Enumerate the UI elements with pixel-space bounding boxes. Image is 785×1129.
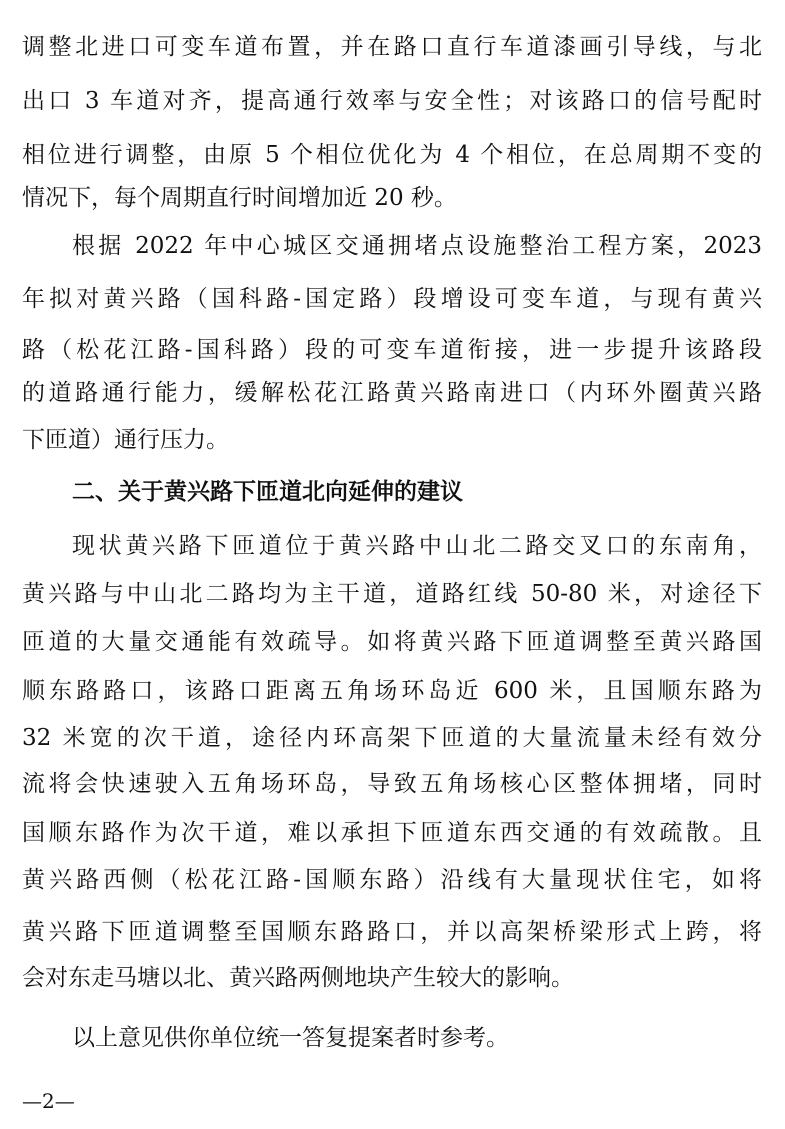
paragraph-line: 相位进行调整，由原 5 个相位优化为 4 个相位，在总周期不变的 [22,142,762,168]
paragraph-line: 情况下，每个周期直行时间增加近 20 秒。 [22,185,457,211]
paragraph-line: 匝道的大量交通能有效疏导。如将黄兴路下匝道调整至黄兴路国 [22,629,762,655]
section-heading: 二、关于黄兴路下匝道北向延伸的建议 [72,479,463,505]
closing-remark: 以上意见供你单位统一答复提案者时参考。 [72,1025,509,1051]
paragraph-line: 下匝道）通行压力。 [22,427,229,453]
paragraph-line: 顺东路路口，该路口距离五角场环岛近 600 米，且国顺东路为 [22,678,762,704]
paragraph-line: 根据 2022 年中心城区交通拥堵点设施整治工程方案，2023 [72,233,762,259]
paragraph-line: 调整北进口可变车道布置，并在路口直行车道漆画引导线，与北 [22,34,762,60]
paragraph-line: 的道路通行能力，缓解松花江路黄兴路南进口（内环外圈黄兴路 [22,380,762,406]
paragraph-line: 黄兴路西侧（松花江路-国顺东路）沿线有大量现状住宅，如将 [22,867,762,893]
paragraph-line: 流将会快速驶入五角场环岛，导致五角场核心区整体拥堵，同时 [22,771,762,797]
paragraph-line: 路（松花江路-国科路）段的可变车道衔接，进一步提升该路段 [22,337,762,363]
paragraph-line: 出口 3 车道对齐，提高通行效率与安全性；对该路口的信号配时 [22,88,762,114]
paragraph-line: 现状黄兴路下匝道位于黄兴路中山北二路交叉口的东南角， [72,533,762,559]
paragraph-line: 32 米宽的次干道，途径内环高架下匝道的大量流量未经有效分 [22,725,762,751]
paragraph-line: 国顺东路作为次干道，难以承担下匝道东西交通的有效疏散。且 [22,820,762,846]
paragraph-line: 黄兴路与中山北二路均为主干道，道路红线 50-80 米，对途径下 [22,581,762,607]
paragraph-line: 会对东走马塘以北、黄兴路两侧地块产生较大的影响。 [22,965,574,991]
paragraph-line: 黄兴路下匝道调整至国顺东路路口，并以高架桥梁形式上跨，将 [22,919,762,945]
page-number: —2— [22,1089,75,1113]
paragraph-line: 年拟对黄兴路（国科路-国定路）段增设可变车道，与现有黄兴 [22,286,762,312]
